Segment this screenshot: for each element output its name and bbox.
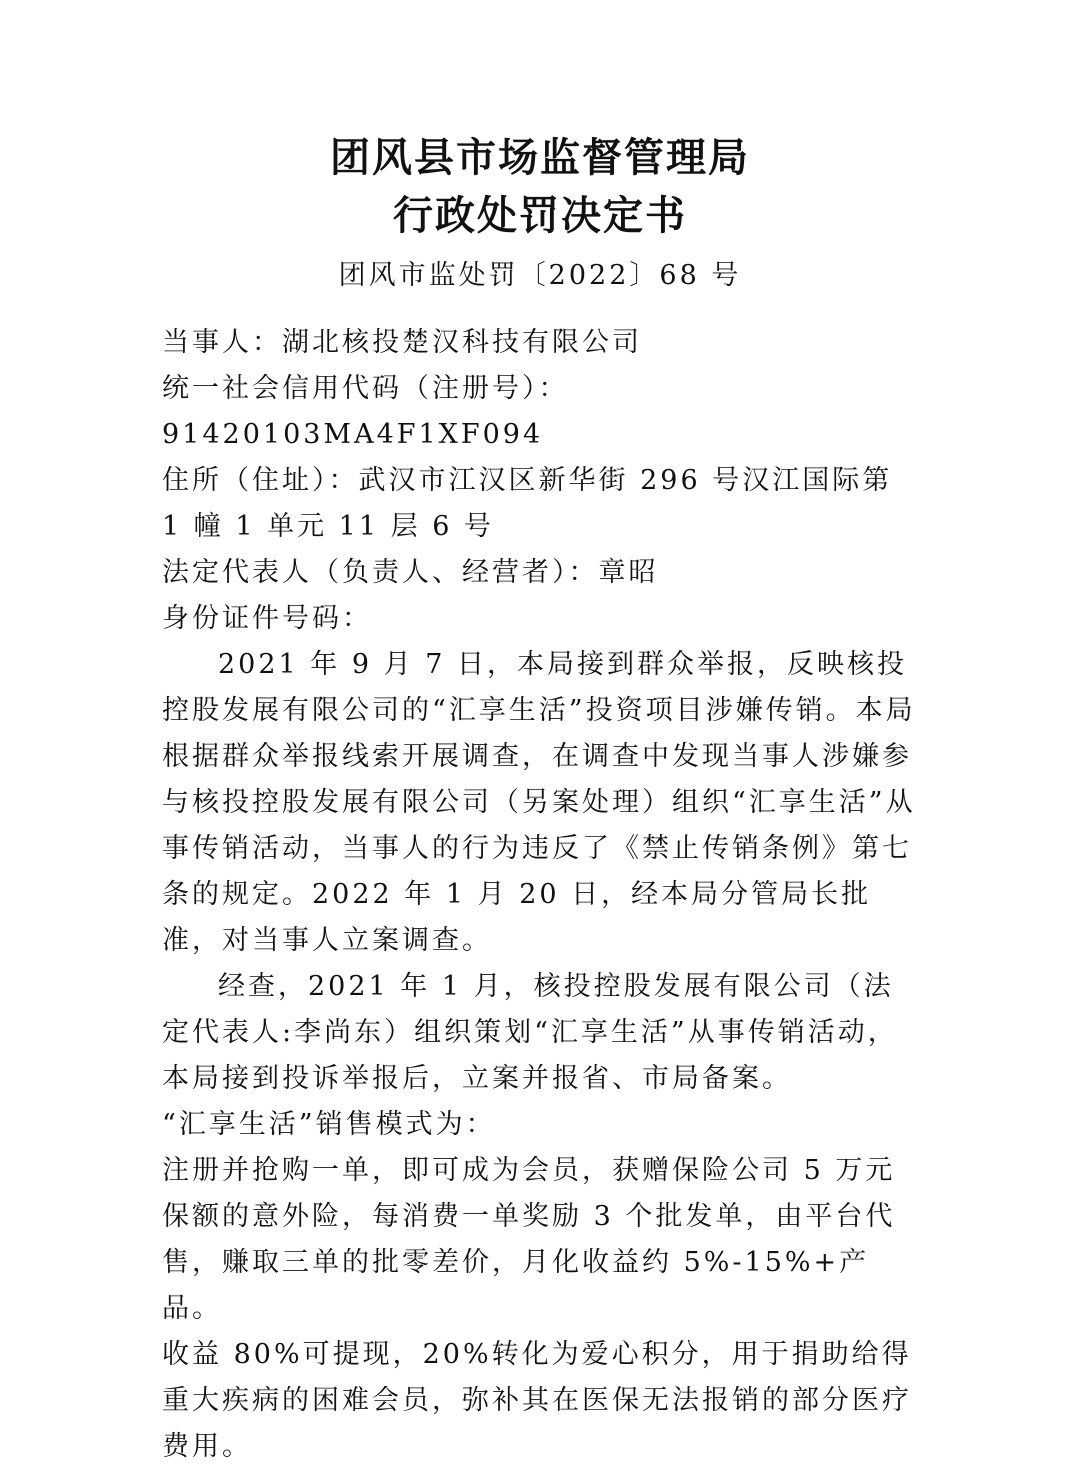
party-credit-code: 统一社会信用代码（注册号）：91420103MA4F1XF094	[162, 373, 569, 450]
paragraph-case-origin: 2021 年 9 月 7 日，本局接到群众举报，反映核投控股发展有限公司的“汇享生活”投资项目涉嫌传销。本局根据群众举报线索开展调查，在调查中发现当事人涉嫌参与核投控股发展有限公司（另案处理）组织“汇享生活”从事传销活动，当事人的行为违反了《禁止传销条例》第七条的规定。2022 年 1 月 20 日，经本局分管局长批准，对当事人立案调查。	[162, 649, 916, 956]
document-body	[162, 320, 922, 1470]
paragraph-investigation: 经查，2021 年 1 月，核投控股发展有限公司（法定代表人:李尚东）组织策划“汇享生活”从事传销活动，本局接到投诉举报后，立案并报省、市局备案。	[162, 971, 898, 1094]
party-address: 住所（住址）：武汉市江汉区新华街 296 号汉江国际第 1 幢 1 单元 11 层 6 号	[162, 465, 893, 542]
party-legal-representative: 法定代表人（负责人、经营者）：章昭	[162, 557, 659, 588]
party-name: 当事人：湖北核投楚汉科技有限公司	[162, 327, 642, 358]
document-title-type: 行政处罚决定书	[393, 193, 687, 239]
document-title-agency: 团风县市场监督管理局	[330, 135, 750, 181]
paragraph-sales-model-heading: “汇享生活”销售模式为：	[162, 1109, 496, 1140]
paragraph-sales-model-registration: 注册并抢购一单，即可成为会员，获赠保险公司 5 万元保额的意外险，每消费一单奖励 3 个批发单，由平台代售，赚取三单的批零差价，月化收益约 5%-15%+产品。	[162, 1155, 896, 1324]
document-number: 团风市监处罚〔2022〕68 号	[338, 260, 742, 291]
party-id-number: 身份证件号码：	[162, 603, 372, 634]
paragraph-sales-model-earnings: 收益 80%可提现，20%转化为爱心积分，用于捐助给得重大疾病的困难会员，弥补其在医保无法报销的部分医疗费用。	[162, 1339, 912, 1462]
